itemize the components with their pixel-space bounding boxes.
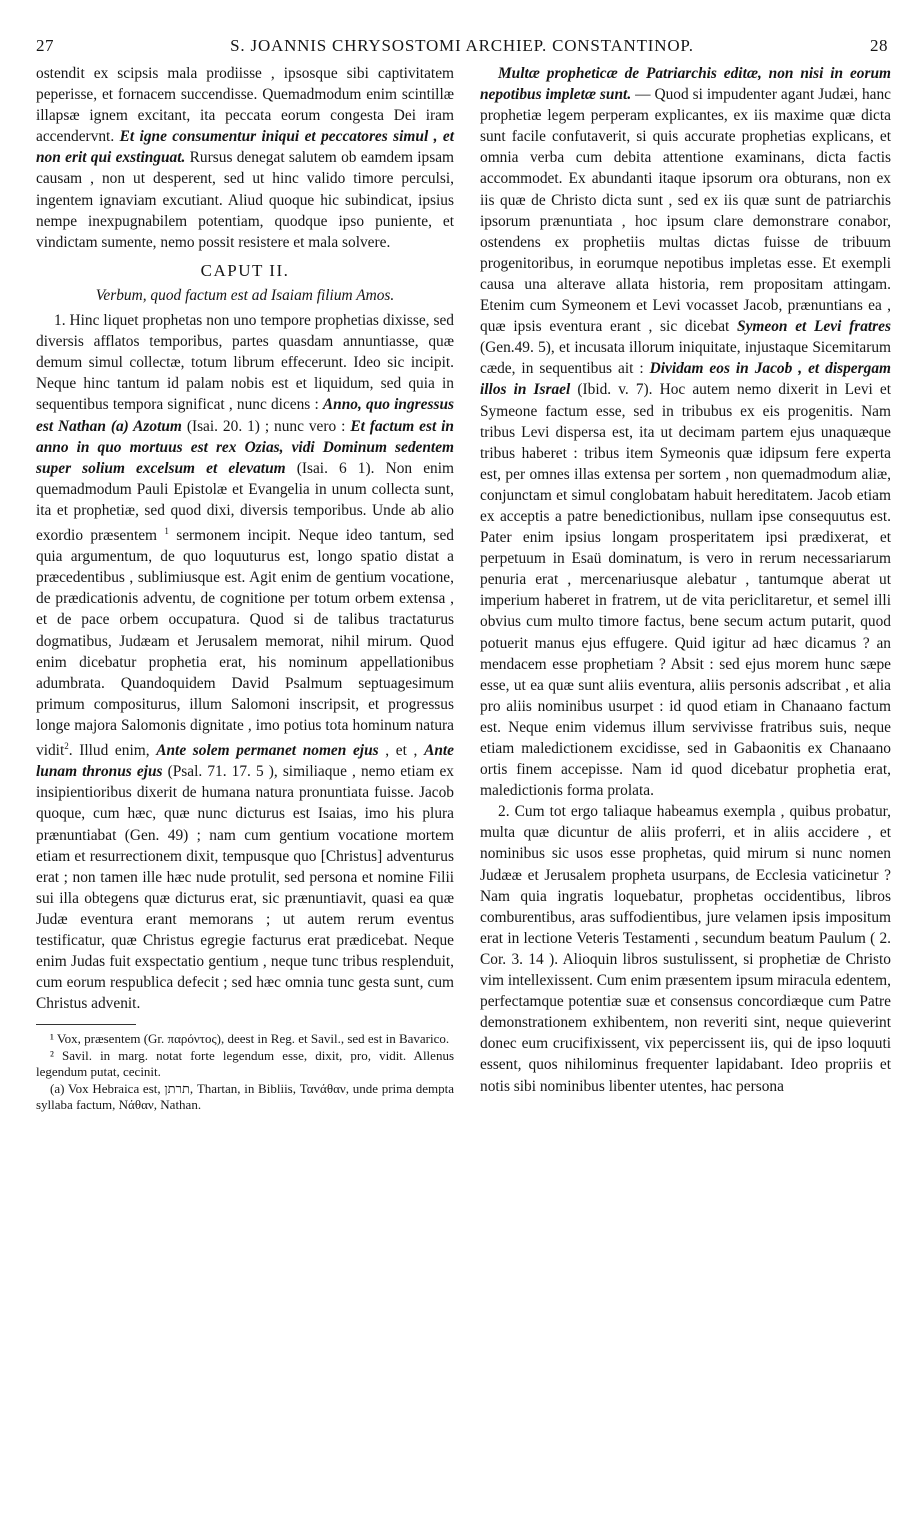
scripture-quote: Symeon et Levi fratres [737,318,891,336]
text-span: Rursus denegat salutem ob eamdem ipsam causam , non ut desperent, sed ut hinc valido timore perculsi, ingentem ignaviam excutiant. Aliud quoque hic subindicat, ipsius nempe inexpugnabilem potentiam, quodque ipso puniente, et vindictam sumente, nemo possit resistere et mala solvere. [36,149,454,251]
left-paragraph-2 [36,310,454,1014]
page-number-left: 27 [36,36,54,55]
text-span: Non enim quemadmodum Pauli Epistolæ et Evangelia in unum collecta sunt, ita et prophetiæ, sed quod dixi, diversis temporibus. Unde ab alio exordio præsentem [36,459,454,545]
running-title: S. JOANNIS CHRYSOSTOMI ARCHIEP. CONSTANTINOP. [230,36,694,55]
footnote-2: ² Savil. in marg. notat forte legendum esse, dixit, pro, vidit. Allenus legendum putat, cecinit. [36,1048,454,1080]
citation: (Ibid. v. 7). [577,381,653,399]
text-span: 1. Hinc liquet prophetas non uno tempore prophetias dixisse, sed diversis afflatos temporibus, partes quasdam annuntiasse, quæ demum simul collectæ, totum librum effecerunt. Ideo sic incipit. Neque hinc tantum id palam nobis est et liquidum, sed quia in sequentibus tempora significat , nunc dicens : [36,312,454,414]
right-paragraph-2: 2. Cum tot ergo taliaque habeamus exempla , quibus probatur, multa quæ dicuntur de aliis proferri, et in aliis accidere , et nominibus sic usos esse prophetas, quid mirum si nunc nomen Judææ et Jerusalem propheta usurpans, de Ecclesia vaticinetur ? Nam quia ingratis loquebatur, prophetas occidentibus, libros comburentibus, aras suffodientibus, jure velamen ipsis impositum erat in lectione Veteris Testamenti , secundum beatum Paulum ( 2. Cor. 3. 14 ). Alioquin libros sustulissent, si prophetiæ de Christo vim intellexissent. Cum enim præsentem ipsum miracula edentem, perfectamque potentiæ suæ et consensus concordiæque cum Patre demonstrationem exhibentem, non reveriti sint, neque quieverint donec eum crucifixissent, vix pepercissent iis, qui de ipso loquuti essent, quos nihilominus frequenter lapidabant. Ideo propriis et notis sibi nominibus libenter utentes, hac persona [480,803,891,1095]
page-number-right: 28 [870,36,888,55]
footnote-divider [36,1024,136,1025]
scripture-quote: Ante solem permanet nomen ejus [156,742,379,760]
text-span: — Quod si impudenter agant Judæi, hanc prophetiæ legem perperam explicantes, ex iis maxime quæ dicta sunt facile confutaverit, si quis accurate prophetias explicans, et omnia verba cum debita attentione examinans, dicta factis accommodet. Ex abundanti itaque ipsorum ora obturans, non ex iis quæ de Christo dicta sunt , sed ex iis quæ sunt de patriarchis ipsorum prænuntiata , hoc ipsum clare demonstrare conabor, ostendens ex prophetiis multas dictas fuisse de tribuum progenitoribus, in eorumque nepotibus impletas esse. Et exempli causa una alterave allata historia, rem propositam attingam. Etenim cum Symeonem et Levi vocasset Jacob, prænuntians ea , quæ ipsis eventura erant , sic dicebat [480,86,891,336]
text-span: et incusata illorum iniquitate, injustaque Sicemitarum cæde, in sequentibus ait : [480,339,891,378]
scripture-quote: Et igne consumentur iniqui et peccatores simul , et non erit qui exstinguat. [36,128,454,167]
left-column [36,63,454,1114]
text-span: , et , [385,742,418,760]
footnote-marker: 1 [164,525,169,536]
text-span: . Illud enim, [68,742,150,760]
text-span: similiaque , nemo etiam ex insipientioribus dixerit de humana natura pronuntiata fuisse. Jacob quoque, cum hæc, quæ nunc dicturus est Isaias, imo his plura prænuntiabat (Gen. 49) ; nam cum gentium vocatione mortem etiam et resurrectionem dixit, tempusque quo [Christus] adventurus erat ; non tamen ille hæc nude protulit, sed persona et nomine Filii sui illa obtegens quæ dicturus erat, sic prænuntiavit, quasi ea quæ Judæ eventura erant memorans ; ut autem rerum eventus testificatur, quæ Christus egregie facturus erat prædicebat. Neque enim Judas fuit exspectatio gentium , neque tunc tribus resplenduit, cum eorum respublica defecit ; sed hæc omnia tunc gesta sunt, cum Christus advenit. [36,763,455,1013]
chapter-heading: CAPUT II. [200,260,290,280]
text-span: ostendit ex scipsis mala prodiisse , ipsosque sibi captivitatem peperisse, et fornacem succendisse. Quemadmodum enim scintillæ illapsæ ignem excitant, ita peccata eorum congesta Dei iram accendervnt. [36,65,454,146]
scripture-quote: Dividam eos in Jacob , et dispergam illos in Israel [480,360,891,399]
scripture-quote: Ante lunam thronus ejus [36,742,454,781]
citation: (Isai. 6 1). [296,459,375,477]
chapter-subtitle: Verbum, quod factum est ad Isaiam filium Amos. [95,286,395,304]
scripture-quote: Et factum est in anno in quo mortuus est rex Ozias, vidi Dominum sedentem super solium excelsum et elevatum [36,417,454,477]
footnote-a: (a) Vox Hebraica est, תרתן, Thartan, in Bibliis, Ταvάθαν, unde prima dempta syllaba factum, Νάθαν, Nathan. [36,1081,454,1113]
text-span: sermonem incipit. Neque ideo tantum, sed quia argumentum, de quo loquuturus est, longo spatio distat a præcedentibus , sublimiusque est. Agit enim de gentium vocatione, de prædicationis adventu, de cognitione per totum orbem extensa , et de pace orbem occupatura. Quod si de talibus tractaturus dogmatibus, Judæam et Jerusalem memorat, nihil mirum. Quod enim dicebatur prophetia erat, his nominum appellationibus adumbrata. Quandoquidem David Psalmum septuagesimum primum compositurus, illum Salomoni inscripsit, et progressus longe majora Salomonis dignitate , imo potius tota hominum natura vidit [36,527,454,760]
citation: (Isai. 20. 1) ; nunc vero : [186,417,346,435]
marginal-heading: Multæ propheticæ de Patriarchis editæ, non nisi in eorum nepotibus impletæ sunt. [480,65,891,104]
citation: (Gen.49. 5), [480,339,555,357]
footnotes [36,1031,454,1113]
text-span: Hoc autem nemo dixerit in Levi et Symeone factum esse, sed in tribubus ex eis progenitis. Nam tribus Levi dispersa est, ita ut decimam partem ejus unaquæque tribus haberet : tribus item Symeonis quæ idipsum fere experta est, per omnes illas extensa per sortem , non quemadmodum aliæ, conjunctam et simul conglobatam habuit hereditatem. Jacob etiam ex acceptis a patre benedictionibus, nullam ipse consequutus est. Pater enim ipsius longam prosperitatem ipsi prædixerat, et perpetuum in Esaü dominatum, is vero in rerum necessariarum penuria erat , mercenariusque alebatur , tantumque aberat ut imperium haberet in fratrem, ut de vita periclitaretur, et semel illi obvius cum multo timore factus, bene secum actum putarit, quod potuerit manus ejus effugere. Quid igitur ad hæc dicamus ? an mendacem esse prophetiam ? Absit : sed ejus morem hunc sæpe esse, ut ea quæ sunt aliis eventura, aliis personis adscribat , et alia pro aliis nominibus usurpet : id quod etiam in Chanaano factum est. Neque enim videmus illum servivisse fratribus suis, neque etiam maledictionem excidisse, sed in Gabaonitis ex Chanaano ortis finem accepisse. Nam id quod dicebatur prophetia erat, maledictionis forma prolata. [480,381,891,800]
right-column [480,63,891,1097]
left-paragraph-1 [36,63,454,253]
citation: (Psal. 71. 17. 5 ), [167,763,278,781]
running-header [36,36,888,58]
scripture-quote: Anno, quo ingressus est Nathan (a) Azotum [36,396,454,435]
footnote-1: ¹ Vox, præsentem (Gr. παρόντος), deest in Reg. et Savil., sed est in Bavarico. [50,1031,450,1047]
right-paragraph-1 [480,63,891,801]
footnote-marker: 2 [64,741,69,752]
